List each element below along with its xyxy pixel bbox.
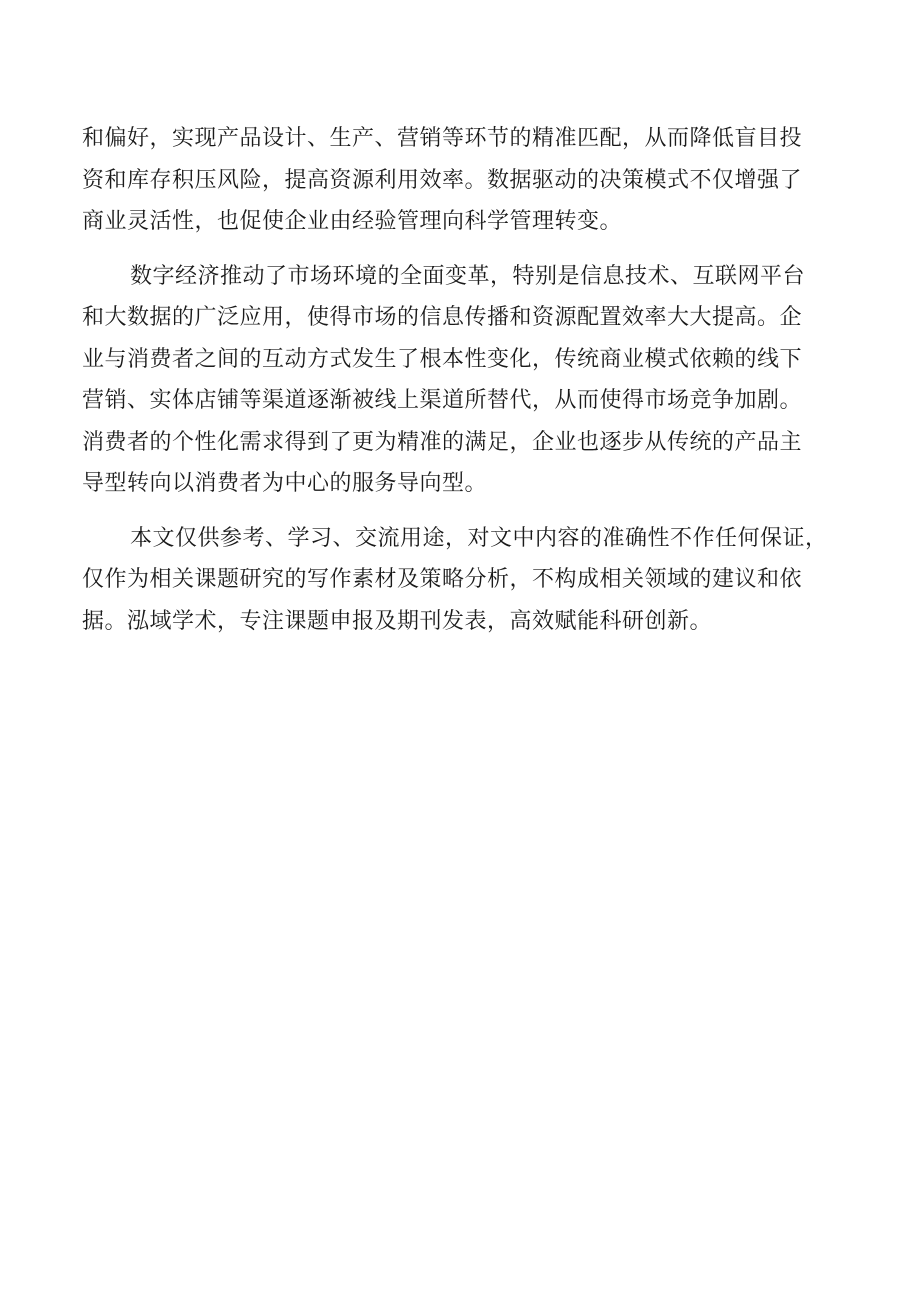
paragraph-disclaimer [82,518,830,643]
text-line: 数字经济推动了市场环境的全面变革，特别是信息技术、互联网平台 [130,263,806,289]
text-line: 营销、实体店铺等渠道逐渐被线上渠道所替代，从而使得市场竞争加剧。 [82,388,803,413]
text-line: 业与消费者之间的互动方式发生了根本性变化，传统商业模式依赖的线下 [82,346,803,372]
paragraph-digital-economy [82,256,830,505]
text-line: 资和库存积压风险，提高资源利用效率。数据驱动的决策模式不仅增强了 [82,167,803,193]
text-line: 导型转向以消费者为中心的服务导向型。 [82,471,488,496]
document-body [82,118,830,655]
text-line: 消费者的个性化需求得到了更为精准的满足，企业也逐步从传统的产品主 [82,429,803,455]
text-line: 仅作为相关课题研究的写作素材及策略分析，不构成相关领域的建议和依 [82,567,803,592]
paragraph-continuation [82,118,830,243]
text-line: 和偏好，实现产品设计、生产、营销等环节的精准匹配，从而降低盲目投 [82,126,803,151]
text-line: 据。泓域学术，专注课题申报及期刊发表，高效赋能科研创新。 [82,608,713,634]
text-line: 和大数据的广泛应用，使得市场的信息传播和资源配置效率大大提高。企 [82,305,803,330]
text-line: 商业灵活性，也促使企业由经验管理向科学管理转变。 [82,209,623,234]
text-line: 本文仅供参考、学习、交流用途，对文中内容的准确性不作任何保证， [130,525,828,551]
